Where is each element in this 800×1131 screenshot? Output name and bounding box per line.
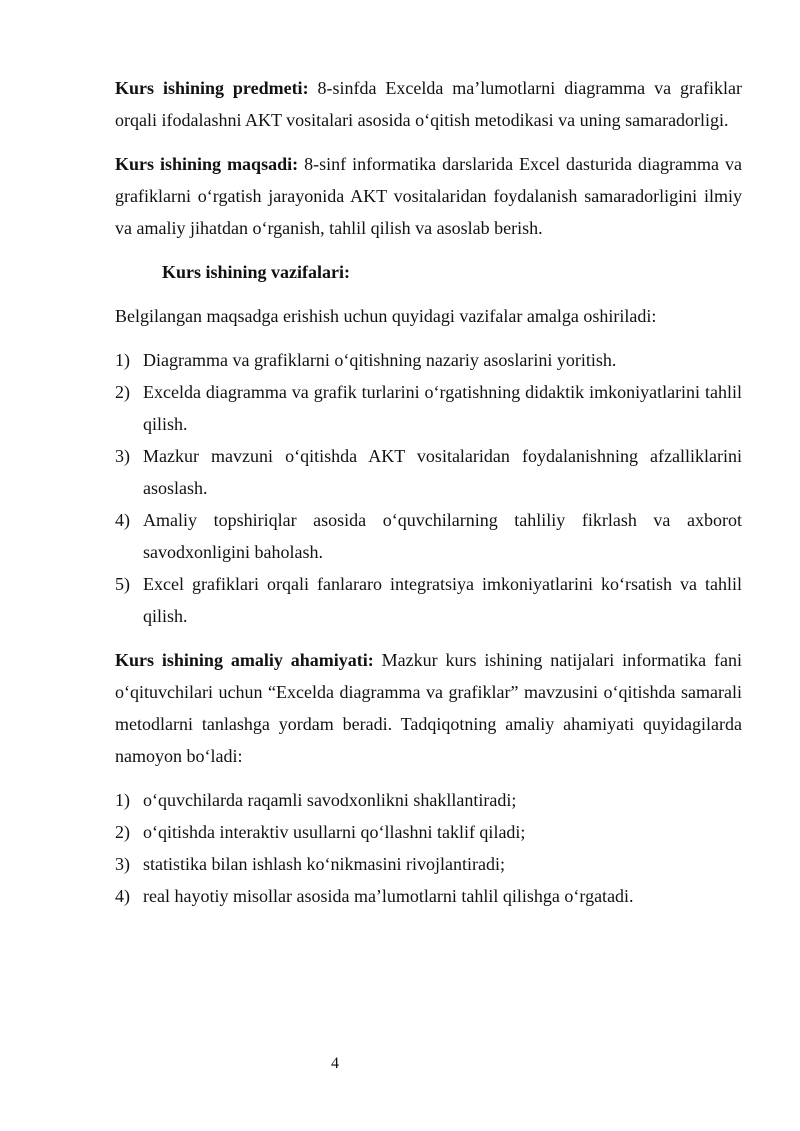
list-item bbox=[115, 440, 742, 504]
list-item bbox=[115, 848, 742, 880]
list-item-text: Mazkur mavzuni o‘qitishda AKT vositalaridan foydalanishning afzalliklarini asoslash. bbox=[143, 446, 742, 498]
goal-paragraph bbox=[115, 148, 742, 244]
list-item bbox=[115, 344, 742, 376]
list-item-text: Excel grafiklari orqali fanlararo integratsiya imkoniyatlarini ko‘rsatish va tahlil qilish. bbox=[143, 574, 742, 626]
list-item bbox=[115, 816, 742, 848]
list-item-number: 4) bbox=[115, 510, 130, 530]
page-number: 4 bbox=[331, 1055, 339, 1072]
list-item bbox=[115, 568, 742, 632]
practical-paragraph bbox=[115, 644, 742, 772]
subject-paragraph bbox=[115, 72, 742, 136]
list-item-text: o‘quvchilarda raqamli savodxonlikni shakllantiradi; bbox=[143, 790, 517, 810]
list-item-number: 2) bbox=[115, 382, 130, 402]
tasks-heading: Kurs ishining vazifalari: bbox=[162, 262, 351, 282]
list-item bbox=[115, 376, 742, 440]
practical-text: Mazkur kurs ishining natijalari informatika fani o‘qituvchilari uchun “Excelda diagramma va grafiklar” mavzusini o‘qitishda samarali metodlarni tanlashga yordam beradi. Tadqiqotning amaliy ahamiyati quyidagilarda namoyon bo‘ladi: bbox=[115, 650, 743, 766]
list-item-number: 1) bbox=[115, 350, 130, 370]
list-item-number: 1) bbox=[115, 790, 130, 810]
list-item-text: o‘qitishda interaktiv usullarni qo‘llashni taklif qiladi; bbox=[143, 822, 526, 842]
list-item bbox=[115, 784, 742, 816]
list-item-text: real hayotiy misollar asosida ma’lumotlarni tahlil qilishga o‘rgatadi. bbox=[143, 886, 634, 906]
list-item-number: 5) bbox=[115, 574, 130, 594]
list-item-text: Amaliy topshiriqlar asosida o‘quvchilarning tahliliy fikrlash va axborot savodxonligini baholash. bbox=[143, 510, 742, 562]
tasks-intro: Belgilangan maqsadga erishish uchun quyidagi vazifalar amalga oshiriladi: bbox=[115, 306, 657, 326]
subject-text: 8-sinfda Excelda ma’lumotlarni diagramma va grafiklar orqali ifodalashni AKT vositalari asosida o‘qitish metodikasi va uning samaradorligi. bbox=[115, 78, 742, 130]
document-page bbox=[115, 72, 742, 924]
subject-label: Kurs ishining predmeti: bbox=[115, 78, 309, 98]
list-item-text: Diagramma va grafiklarni o‘qitishning nazariy asoslarini yoritish. bbox=[143, 350, 617, 370]
practical-label: Kurs ishining amaliy ahamiyati: bbox=[115, 650, 374, 670]
list-item-number: 3) bbox=[115, 446, 130, 466]
list-item bbox=[115, 880, 742, 912]
list-item-text: statistika bilan ishlash ko‘nikmasini rivojlantiradi; bbox=[143, 854, 505, 874]
list-item-number: 4) bbox=[115, 886, 130, 906]
list-item-number: 2) bbox=[115, 822, 130, 842]
practical-list bbox=[115, 784, 742, 912]
list-item bbox=[115, 504, 742, 568]
goal-text: 8-sinf informatika darslarida Excel dasturida diagramma va grafiklarni o‘rgatish jarayonida AKT vositalaridan foydalanish samaradorligini ilmiy va amaliy jihatdan o‘rganish, tahlil qilish va asoslab berish. bbox=[115, 154, 743, 238]
tasks-list bbox=[115, 344, 742, 632]
list-item-text: Excelda diagramma va grafik turlarini o‘rgatishning didaktik imkoniyatlarini tahlil qilish. bbox=[143, 382, 742, 434]
goal-label: Kurs ishining maqsadi: bbox=[115, 154, 299, 174]
list-item-number: 3) bbox=[115, 854, 130, 874]
